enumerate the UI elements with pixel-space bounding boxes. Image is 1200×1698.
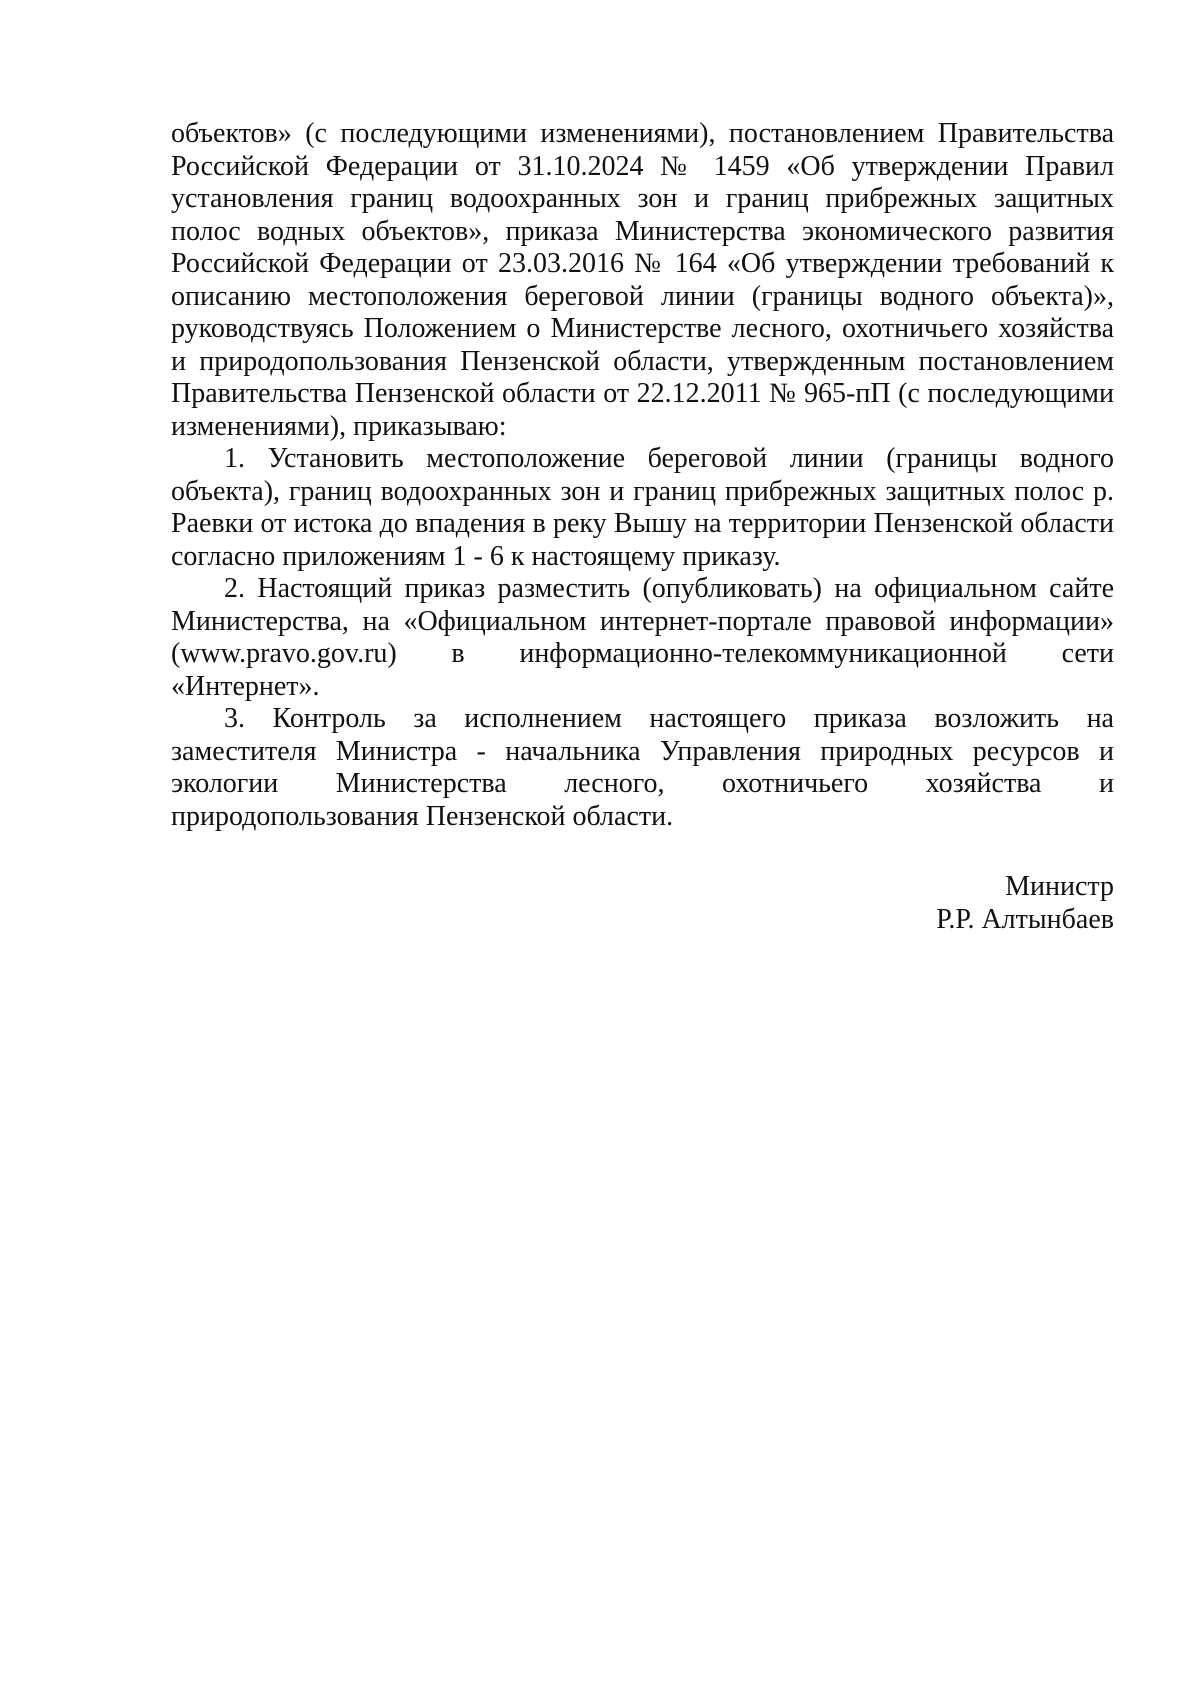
document-body bbox=[171, 118, 1114, 833]
order-item-2: 2. Настоящий приказ разместить (опубликовать) на официальном сайте Министерства, на «Официальном интернет-портале правовой информации» (www.pravo.gov.ru) в информационно-телекоммуникационной сети «Интернет». bbox=[171, 573, 1114, 702]
signature-block bbox=[936, 871, 1114, 936]
signature-position: Министр bbox=[1005, 871, 1114, 902]
order-item-3: 3. Контроль за исполнением настоящего приказа возложить на заместителя Министра - начальника Управления природных ресурсов и экологии Министерства лесного, охотничьего хозяйства и природопользования Пензенской области. bbox=[171, 703, 1114, 832]
preamble-paragraph: объектов» (с последующими изменениями), постановлением Правительства Российской Федерации от 31.10.2024 № 1459 «Об утверждении Правил установления границ водоохранных зон и границ прибрежных защитных полос водных объектов», приказа Министерства экономического развития Российской Федерации от 23.03.2016 № 164 «Об утверждении требований к описанию местоположения береговой линии (границы водного объекта)», руководствуясь Положением о Министерстве лесного, охотничьего хозяйства и природопользования Пензенской области, утвержденным постановлением Правительства Пензенской области от 22.12.2011 № 965-пП (с последующими изменениями), приказываю: bbox=[171, 118, 1114, 442]
signature-name: Р.Р. Алтынбаев bbox=[936, 903, 1114, 935]
order-item-1: 1. Установить местоположение береговой линии (границы водного объекта), границ водоохранных зон и границ прибрежных защитных полос р. Раевки от истока до впадения в реку Вышу на территории Пензенской области согласно приложениям 1 - 6 к настоящему приказу. bbox=[171, 443, 1114, 572]
